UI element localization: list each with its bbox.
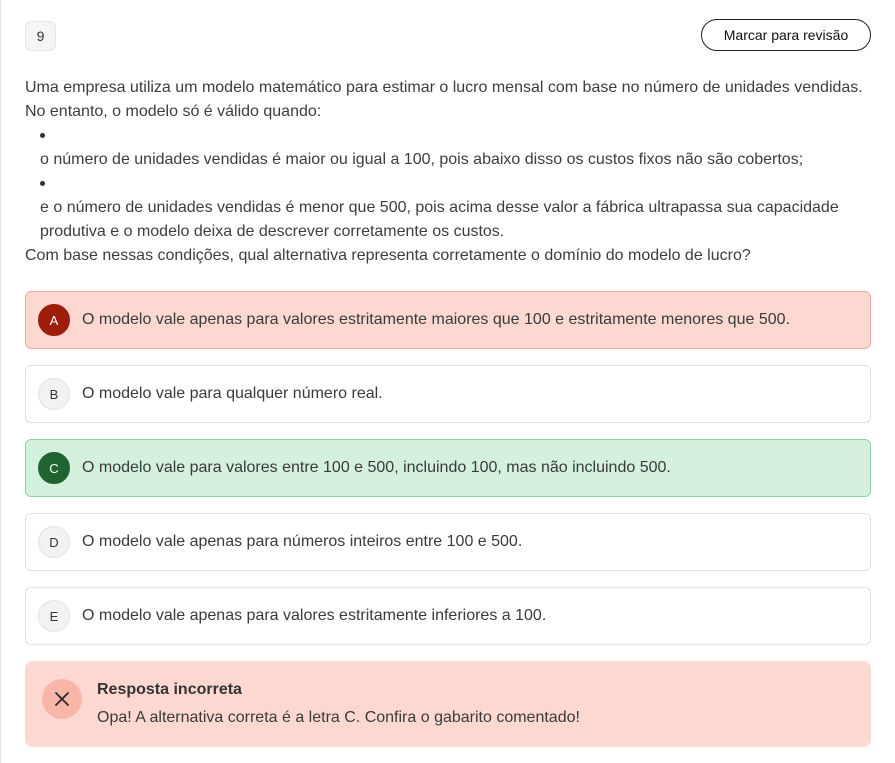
feedback-panel xyxy=(25,661,871,747)
option-letter-badge: C xyxy=(38,452,70,484)
question-intro: Uma empresa utiliza um modelo matemático para estimar o lucro mensal com base no número de unidades vendidas. No entanto, o modelo só é válido quando: xyxy=(25,79,863,120)
option-a[interactable] xyxy=(25,291,871,349)
conditions-list xyxy=(25,124,870,244)
question-number: 9 xyxy=(25,21,56,51)
option-d[interactable] xyxy=(25,513,871,571)
feedback-title: Resposta incorreta xyxy=(97,681,242,698)
condition-text: e o número de unidades vendidas é menor que 500, pois acima desse valor a fábrica ultrapassa sua capacidade produtiva e o modelo deixa de descrever corretamente os custos. xyxy=(40,199,839,240)
option-letter-badge: D xyxy=(38,526,70,558)
bullet-icon xyxy=(40,133,45,138)
condition-text: o número de unidades vendidas é maior ou igual a 100, pois abaixo disso os custos fixos não são cobertos; xyxy=(40,151,804,168)
mark-for-review-button[interactable]: Marcar para revisão xyxy=(701,19,871,51)
option-text: O modelo vale apenas para números inteiros entre 100 e 500. xyxy=(82,533,523,550)
condition-item xyxy=(40,124,870,172)
option-text: O modelo vale para qualquer número real. xyxy=(82,385,383,402)
option-b[interactable] xyxy=(25,365,871,423)
left-border xyxy=(0,0,1,763)
close-icon xyxy=(42,679,82,719)
option-letter-badge: E xyxy=(38,600,70,632)
option-letter-badge: A xyxy=(38,304,70,336)
option-text: O modelo vale apenas para valores estritamente inferiores a 100. xyxy=(82,607,547,624)
option-letter-badge: B xyxy=(38,378,70,410)
question-prompt: Com base nessas condições, qual alternativa representa corretamente o domínio do modelo de lucro? xyxy=(25,247,751,264)
condition-item xyxy=(40,172,870,244)
option-text: O modelo vale para valores entre 100 e 500, incluindo 100, mas não incluindo 500. xyxy=(82,459,671,476)
question-statement xyxy=(25,76,870,268)
feedback-message: Opa! A alternativa correta é a letra C. Confira o gabarito comentado! xyxy=(97,709,580,726)
bullet-icon xyxy=(40,181,45,186)
option-text: O modelo vale apenas para valores estritamente maiores que 100 e estritamente menores que 500. xyxy=(82,311,790,328)
option-c[interactable] xyxy=(25,439,871,497)
option-e[interactable] xyxy=(25,587,871,645)
question-header xyxy=(25,19,871,52)
